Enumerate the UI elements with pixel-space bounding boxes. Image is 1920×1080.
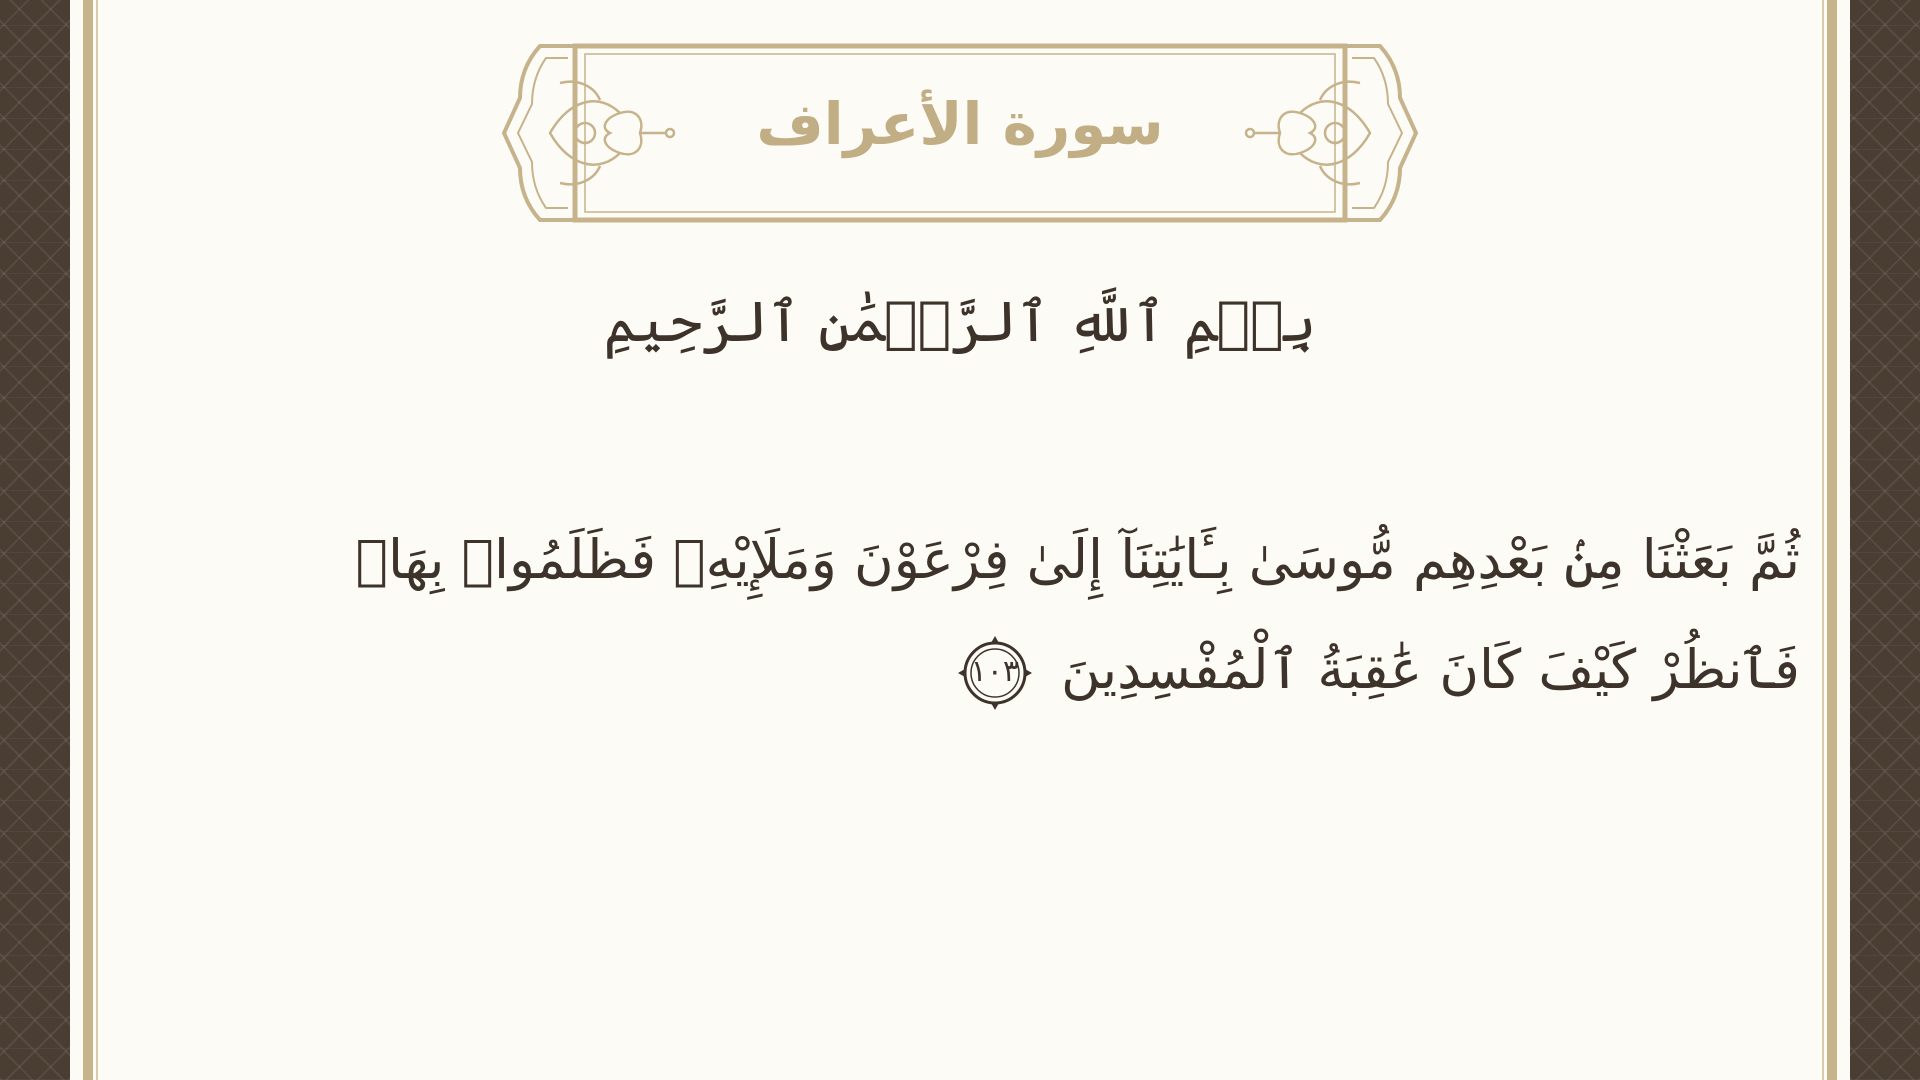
verse-block [320,505,1800,725]
right-gold-rule [1827,0,1837,1080]
right-ornamental-border [1850,0,1920,1080]
left-thin-rule [96,0,98,1080]
basmala: بِسۡمِ ٱللَّهِ ٱلرَّحۡمَٰنِ ٱلرَّحِيمِ [603,290,1317,355]
verse-text: ثُمَّ بَعَثْنَا مِنۢ بَعْدِهِم مُّوسَىٰ بِـَٔايَٰتِنَآ إِلَىٰ فِرْعَوْنَ وَمَلَإِيْهِۦ فَظَلَمُوا۟ بِهَاۖ فَٱنظُرْ كَيْفَ كَانَ عَٰقِبَةُ ٱلْمُفْسِدِينَ [355,528,1800,701]
surah-title: سورة الأعراف [756,90,1164,158]
right-thin-rule [1822,0,1824,1080]
surah-header-frame [500,38,1420,228]
left-ornamental-border [0,0,70,1080]
ayah-end-marker [956,634,1034,712]
left-gold-rule [83,0,93,1080]
ayah-number: ١٠٣ [970,654,1019,690]
